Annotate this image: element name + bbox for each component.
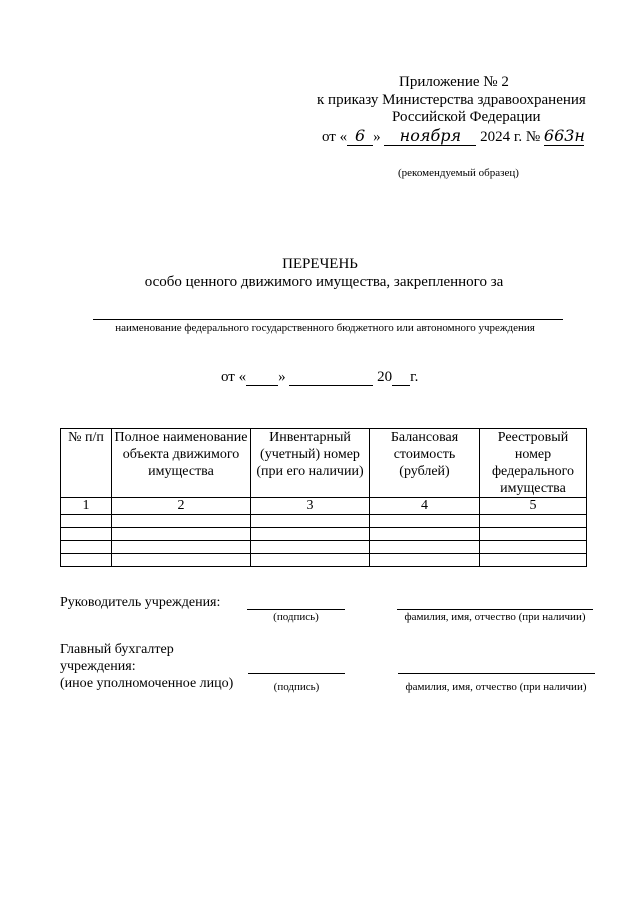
head-name-line	[397, 609, 593, 610]
header-cell-inventory: Инвентарный (учетный) номер (при его наличии)	[251, 429, 370, 498]
column-number-cell: 1	[61, 498, 112, 515]
date-month: ноября	[384, 127, 476, 146]
list-date-year-blank	[392, 371, 410, 386]
list-date-end: г.	[410, 369, 419, 385]
order-reference: к приказу Министерства здравоохранения	[317, 92, 586, 108]
org-name-line	[93, 319, 563, 320]
accountant-label-1: Главный бухгалтер	[60, 642, 174, 657]
table-row	[61, 541, 587, 554]
property-table	[60, 428, 587, 567]
head-name-caption: фамилия, имя, отчество (при наличии)	[404, 611, 586, 623]
order-number: 663н	[543, 126, 585, 145]
org-name-caption: наименование федерального государственного бюджетного или автономного учреждения	[115, 322, 535, 334]
accountant-name-caption: фамилия, имя, отчество (при наличии)	[405, 681, 587, 693]
head-signature-caption: (подпись)	[273, 611, 319, 623]
column-number-cell: 5	[480, 498, 587, 515]
list-date-quote: »	[278, 369, 286, 385]
header-cell-name: Полное наименование объекта движимого имущества	[112, 429, 251, 498]
accountant-name-line	[398, 673, 595, 674]
column-number-cell: 3	[251, 498, 370, 515]
appendix-number: Приложение № 2	[399, 74, 509, 90]
column-number-cell: 2	[112, 498, 251, 515]
accountant-signature-line	[248, 673, 345, 674]
accountant-label-3: (иное уполномоченное лицо)	[60, 676, 234, 691]
date-day: 6	[347, 127, 373, 146]
document-subtitle: особо ценного движимого имущества, закрепленного за	[144, 274, 504, 290]
accountant-label-2: учреждения:	[60, 659, 136, 674]
header-cell-registry: Реестровый номер федерального имущества	[480, 429, 587, 498]
list-date-line	[221, 368, 418, 386]
date-prefix: от «	[322, 129, 348, 145]
head-signature-line	[247, 609, 345, 610]
recommended-sample-note: (рекомендуемый образец)	[398, 167, 519, 179]
accountant-signature-caption: (подпись)	[273, 681, 320, 693]
table-row	[61, 515, 587, 528]
header-cell-number: № п/п	[61, 429, 112, 498]
head-label: Руководитель учреждения:	[60, 595, 221, 610]
list-date-day-blank	[246, 371, 278, 386]
header-cell-balance: Балансовая стоимость (рублей)	[370, 429, 480, 498]
column-number-cell: 4	[370, 498, 480, 515]
order-date-line	[322, 127, 612, 147]
document-title: ПЕРЕЧЕНЬ	[282, 256, 358, 272]
date-mid: »	[373, 129, 381, 145]
table-row	[61, 528, 587, 541]
list-date-start: от «	[221, 369, 247, 385]
date-year: 2024 г. №	[480, 129, 541, 145]
list-date-month-blank	[289, 371, 373, 386]
table-row	[61, 554, 587, 567]
ministry-country: Российской Федерации	[392, 109, 541, 125]
list-date-year: 20	[377, 369, 393, 385]
